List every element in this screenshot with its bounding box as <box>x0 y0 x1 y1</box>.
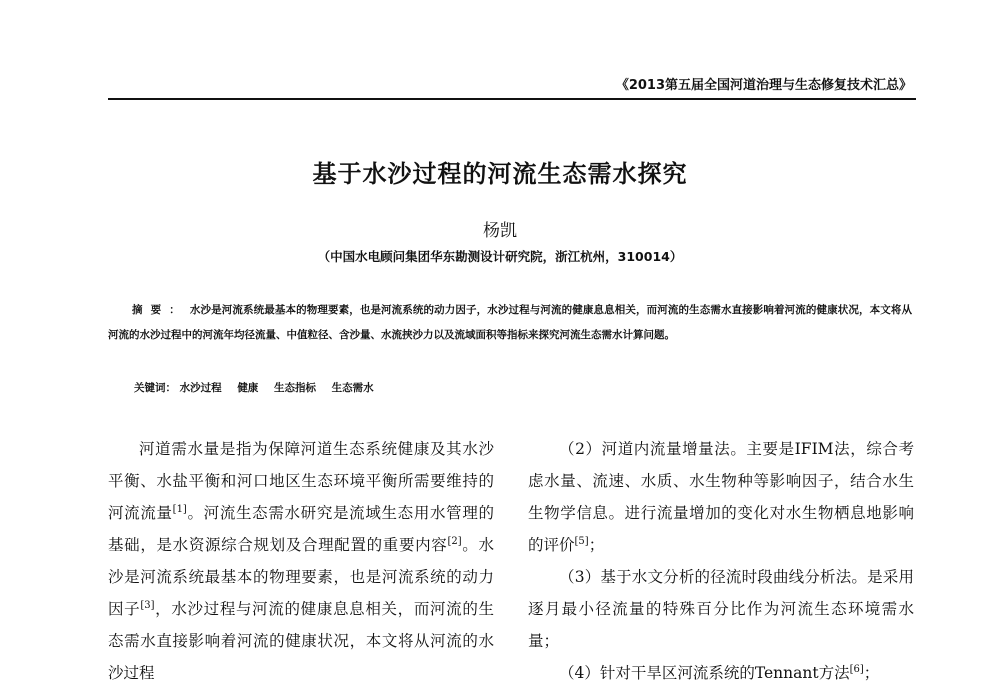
body-paragraph <box>528 657 914 689</box>
body-paragraph <box>528 433 914 561</box>
text-run: （2）河道内流量增量法。主要是IFIM法，综合考虑水量、流速、水质、水生物种等影响因子，结合水生生物学信息。进行流量增加的变化对水生物栖息地影响的评价 <box>528 440 914 554</box>
keyword-item: 生态需水 <box>331 382 374 394</box>
paper-title: 基于水沙过程的河流生态需水探究 <box>312 160 688 188</box>
abstract-text: 水沙是河流系统最基本的物理要素，也是河流系统的动力因子，水沙过程与河流的健康息息相关，而河流的生态需水直接影响着河流的健康状况，本文将从河流的水沙过程中的河流年均径流量、中值粒径、含沙量、水流挟沙力以及流域面积等指标来探究河流生态需水计算问题。 <box>108 304 913 341</box>
text-run: 。河流生态需水研究是流域生态用水管理的基础，是水资源综合规划及合理配置的重要内容 <box>108 504 494 554</box>
keyword-item: 生态指标 <box>273 382 316 394</box>
body-paragraph <box>108 433 494 689</box>
keyword-item: 水沙过程 <box>179 382 222 394</box>
text-run: ； <box>863 664 880 682</box>
text-run: ； <box>588 536 605 554</box>
keyword-item: 健康 <box>237 382 259 394</box>
body-column-right <box>528 433 914 689</box>
citation-ref: [1] <box>172 503 187 515</box>
abstract <box>108 298 912 348</box>
text-run: （4）针对干旱区河流系统的Tennant方法 <box>559 664 850 682</box>
text-run: 。水沙是河流系统最基本的物理要素，也是河流系统的动力因子 <box>108 536 494 618</box>
citation-ref: [5] <box>574 535 589 547</box>
text-run: 河道需水量是指为保障河道生态系统健康及其水沙平衡、水盐平衡和河口地区生态环境平衡所需要维持的河流流量 <box>108 440 494 522</box>
keywords <box>134 380 894 395</box>
running-header: 《2013第五届全国河道治理与生态修复技术汇总》 <box>615 78 912 93</box>
author-affiliation: （中国水电顾问集团华东勘测设计研究院，浙江杭州，310014） <box>317 249 683 264</box>
header-rule <box>108 98 916 100</box>
body-column-left <box>108 433 494 689</box>
text-run: ，水沙过程与河流的健康息息相关，而河流的生态需水直接影响着河流的健康状况，本文将从河流的水沙过程 <box>108 600 494 682</box>
citation-ref: [6] <box>849 663 864 675</box>
author-name: 杨凯 <box>483 221 517 241</box>
abstract-label: 摘要： <box>132 304 188 316</box>
body-paragraph: （3）基于水文分析的径流时段曲线分析法。是采用逐月最小径流量的特殊百分比作为河流生态环境需水量； <box>528 568 914 650</box>
keywords-label: 关键词： <box>134 382 176 394</box>
citation-ref: [3] <box>140 599 155 611</box>
citation-ref: [2] <box>447 535 462 547</box>
